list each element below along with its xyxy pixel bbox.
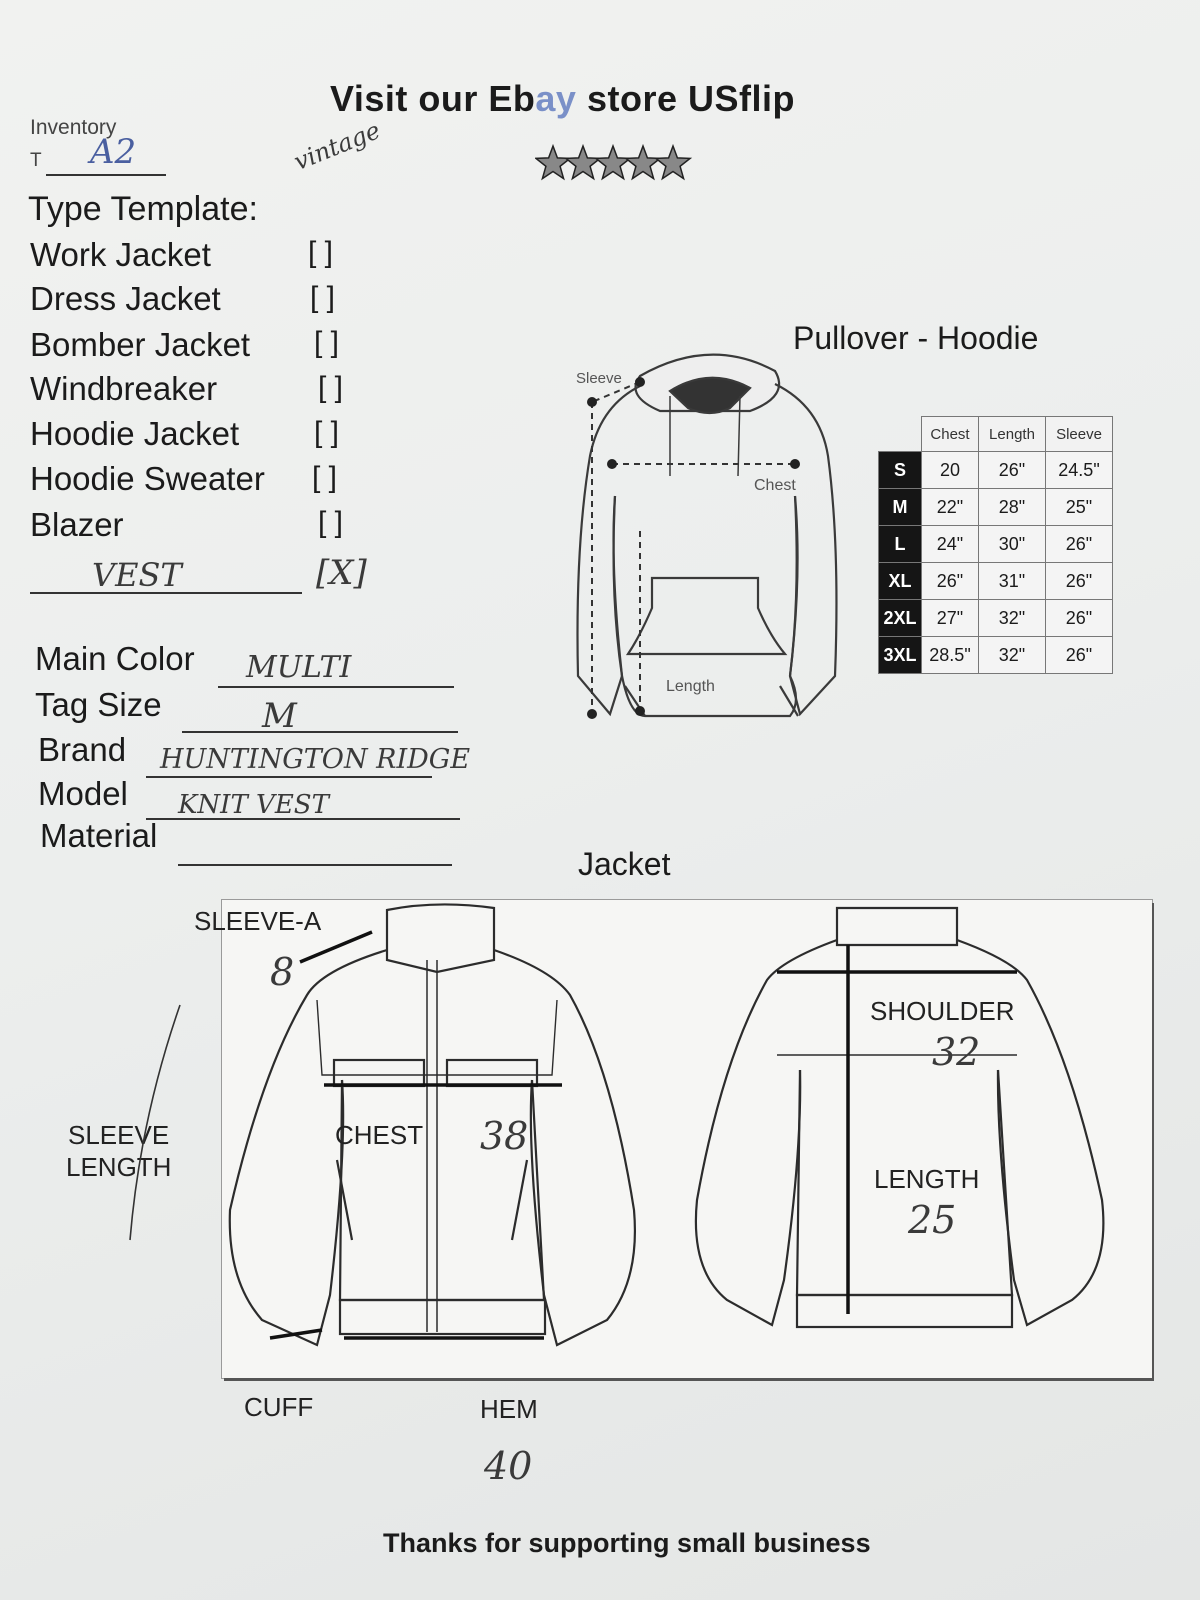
- model-value[interactable]: KNIT VEST: [178, 790, 329, 820]
- sleeve-cell: 25": [1046, 489, 1113, 526]
- length-cell: 31": [979, 563, 1046, 600]
- header-part3: a: [535, 78, 556, 119]
- checkbox-bomber-jacket[interactable]: [ ]: [314, 326, 340, 359]
- main-color-label: Main Color: [35, 640, 195, 677]
- option-windbreaker: [30, 370, 217, 408]
- option-hoodie-jacket: [30, 415, 239, 453]
- hem-label: HEM: [480, 1394, 538, 1424]
- size-cell: S: [879, 452, 922, 489]
- model-label: Model: [38, 775, 128, 812]
- shoulder-value[interactable]: 32: [932, 1030, 981, 1074]
- option-label: Hoodie Sweater: [30, 460, 265, 497]
- chest-cell: 22": [922, 489, 979, 526]
- option-label: Dress Jacket: [30, 280, 221, 317]
- size-chart-corner: [879, 417, 922, 452]
- brand-label: Brand: [38, 731, 127, 768]
- hoodie-title: Pullover - Hoodie: [793, 320, 1039, 356]
- star-icon: [536, 146, 570, 179]
- header-part4: y: [555, 78, 577, 119]
- option-bomber-jacket: [30, 326, 250, 364]
- chest-cell: 27": [922, 600, 979, 637]
- inventory-value: A2: [90, 132, 137, 172]
- type-template-title: Type Template:: [28, 190, 258, 228]
- size-cell: 2XL: [879, 600, 922, 637]
- material-label: Material: [40, 817, 158, 854]
- length-cell: 26": [979, 452, 1046, 489]
- checkbox-work-jacket[interactable]: [ ]: [308, 236, 334, 269]
- star-icon: [596, 146, 630, 179]
- sleeve-a-value[interactable]: 8: [270, 950, 295, 994]
- size-row: [879, 489, 1113, 526]
- hoodie-size-chart: [878, 416, 1113, 674]
- sleeve-cell: 24.5": [1046, 452, 1113, 489]
- chest-label: CHEST: [335, 1120, 424, 1150]
- option-label: Hoodie Jacket: [30, 415, 240, 452]
- material-line: [178, 864, 452, 866]
- brand-value[interactable]: HUNTINGTON RIDGE: [160, 744, 471, 775]
- checkbox-windbreaker[interactable]: [ ]: [318, 371, 344, 404]
- footer-thanks: Thanks for supporting small business: [383, 1528, 871, 1558]
- tag-size-line: [182, 731, 458, 733]
- star-icon: [656, 146, 690, 179]
- sleeve-cell: 26": [1046, 637, 1113, 674]
- option-label: Work Jacket: [30, 236, 211, 273]
- column-length: Length: [979, 417, 1046, 452]
- sleeve-length-pen-stroke: [120, 1000, 190, 1470]
- checkbox-dress-jacket[interactable]: [ ]: [310, 281, 336, 314]
- checkbox-hoodie-jacket[interactable]: [ ]: [314, 416, 340, 449]
- tag-size-value[interactable]: M: [262, 696, 297, 736]
- length-cell: 30": [979, 526, 1046, 563]
- checkbox-hoodie-sweater[interactable]: [ ]: [312, 461, 338, 494]
- size-row: [879, 637, 1113, 674]
- sleeve-length-label-1: SLEEVE: [68, 1120, 170, 1150]
- tag-size-label: Tag Size: [35, 686, 162, 723]
- type-annotation: vintage: [290, 116, 385, 176]
- option-label: Blazer: [30, 506, 124, 543]
- inventory-label: Inventory: [30, 116, 117, 139]
- jacket-title: Jacket: [578, 846, 671, 882]
- size-row: [879, 600, 1113, 637]
- hoodie-sleeve-label: Sleeve: [576, 370, 622, 387]
- option-label: Bomber Jacket: [30, 326, 251, 363]
- size-row: [879, 563, 1113, 600]
- size-chart-header: [879, 417, 1113, 452]
- column-chest: Chest: [922, 417, 979, 452]
- checkbox-custom-type[interactable]: [X]: [316, 553, 367, 593]
- size-row: [879, 452, 1113, 489]
- sleeve-cell: 26": [1046, 563, 1113, 600]
- sleeve-a-label: SLEEVE-A: [194, 906, 322, 936]
- size-cell: M: [879, 489, 922, 526]
- option-blazer: [30, 506, 124, 544]
- sleeve-cell: 26": [1046, 526, 1113, 563]
- sleeve-cell: 26": [1046, 600, 1113, 637]
- column-sleeve: Sleeve: [1046, 417, 1113, 452]
- chest-cell: 28.5": [922, 637, 979, 674]
- inventory-prefix: T: [30, 150, 42, 171]
- chest-value[interactable]: 38: [480, 1114, 529, 1158]
- hoodie-diagram: [570, 346, 860, 736]
- length-value[interactable]: 25: [908, 1198, 957, 1242]
- header-part1: Visit our E: [330, 78, 513, 119]
- header-part2: b: [512, 78, 536, 119]
- size-cell: L: [879, 526, 922, 563]
- star-icon: [626, 146, 660, 179]
- cuff-label: CUFF: [244, 1392, 314, 1422]
- hoodie-chest-label: Chest: [754, 477, 796, 494]
- option-label: Windbreaker: [30, 370, 218, 407]
- main-color-line: [218, 686, 454, 688]
- shoulder-label: SHOULDER: [870, 996, 1015, 1026]
- brand-line: [146, 776, 432, 778]
- length-cell: 32": [979, 637, 1046, 674]
- checkbox-blazer[interactable]: [ ]: [318, 506, 344, 539]
- chest-cell: 26": [922, 563, 979, 600]
- length-cell: 32": [979, 600, 1046, 637]
- store-header: [330, 78, 795, 120]
- hem-value[interactable]: 40: [484, 1444, 533, 1488]
- custom-type-value: VEST: [92, 556, 182, 594]
- size-cell: XL: [879, 563, 922, 600]
- length-label: LENGTH: [874, 1164, 980, 1194]
- inventory-line: [46, 174, 166, 176]
- star-icon: [566, 146, 600, 179]
- chest-cell: 24": [922, 526, 979, 563]
- main-color-value[interactable]: MULTI: [246, 650, 352, 685]
- size-row: [879, 526, 1113, 563]
- sleeve-length-label-2: LENGTH: [66, 1152, 172, 1182]
- chest-cell: 20: [922, 452, 979, 489]
- size-cell: 3XL: [879, 637, 922, 674]
- hoodie-length-label: Length: [666, 678, 715, 695]
- option-hoodie-sweater: [30, 460, 265, 498]
- rating-stars: [535, 140, 695, 186]
- length-cell: 28": [979, 489, 1046, 526]
- header-part5: store USflip: [576, 78, 795, 119]
- option-work-jacket: [30, 236, 211, 274]
- option-dress-jacket: [30, 280, 221, 318]
